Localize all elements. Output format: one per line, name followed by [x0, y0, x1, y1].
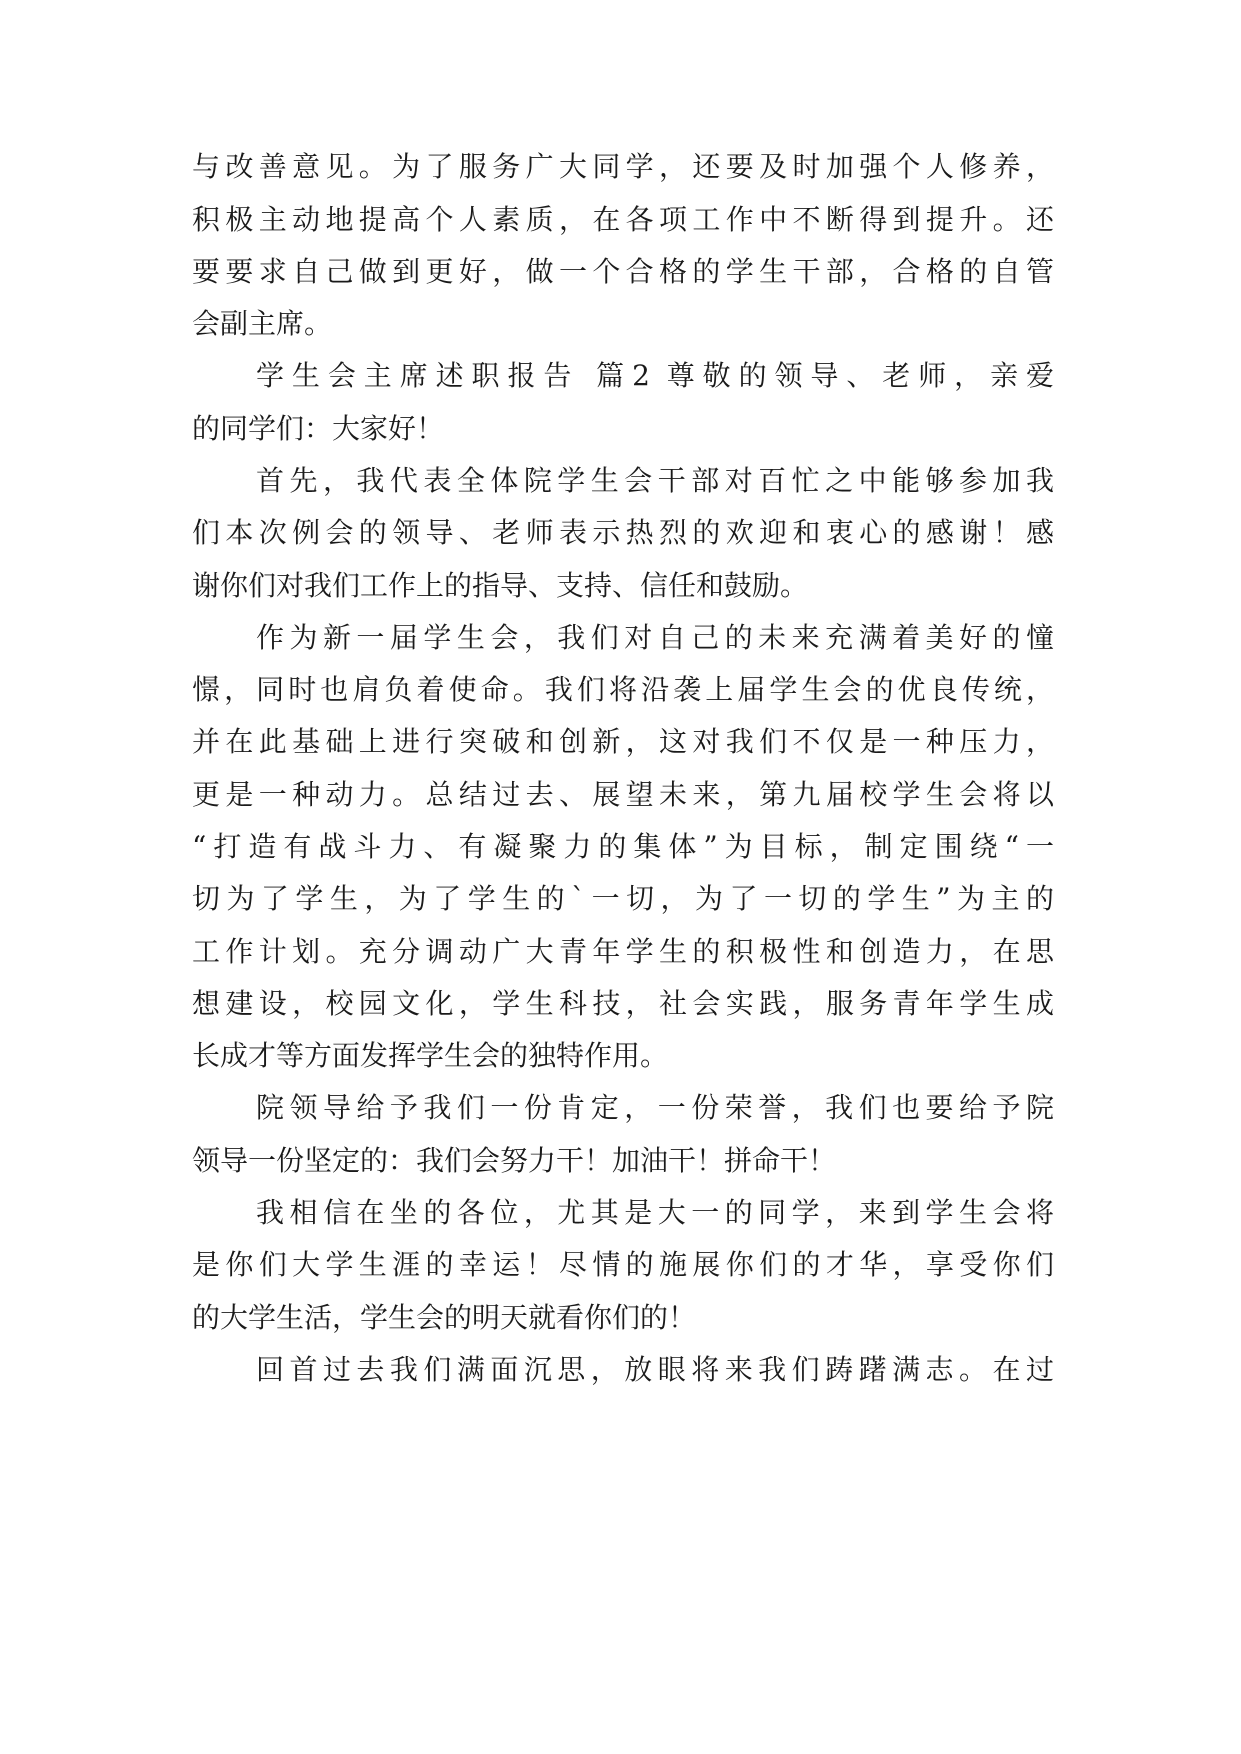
text-line: 更是一种动力。总结过去、展望未来，第九届校学生会将以: [192, 778, 1054, 811]
text-line: 长成才等方面发挥学生会的独特作用。: [192, 1039, 669, 1072]
paragraph-start-line: 作为新一届学生会，我们对自己的未来充满着美好的憧: [256, 621, 1054, 654]
section-heading-line: 学生会主席述职报告 篇2 尊敬的领导、老师，亲爱: [256, 359, 1054, 392]
text-line: 要要求自己做到更好，做一个合格的学生干部，合格的自管: [192, 255, 1054, 288]
text-line: 们本次例会的领导、老师表示热烈的欢迎和衷心的感谢！感: [192, 516, 1054, 549]
text-line: 是你们大学生涯的幸运！尽情的施展你们的才华，享受你们: [192, 1248, 1054, 1281]
paragraph-start-line: 院领导给予我们一份肯定，一份荣誉，我们也要给予院: [256, 1091, 1054, 1124]
paragraph-start-line: 我相信在坐的各位，尤其是大一的同学，来到学生会将: [256, 1196, 1054, 1229]
text-line: 领导一份坚定的：我们会努力干！加油干！拼命干！: [192, 1144, 837, 1177]
text-line: 并在此基础上进行突破和创新，这对我们不仅是一种压力，: [192, 725, 1054, 758]
paragraph-start-line: 首先，我代表全体院学生会干部对百忙之中能够参加我: [256, 464, 1054, 497]
text-line: 憬，同时也肩负着使命。我们将沿袭上届学生会的优良传统，: [192, 673, 1054, 706]
text-line: 工作计划。充分调动广大青年学生的积极性和创造力，在思: [192, 935, 1054, 968]
paragraph-start-line: 回首过去我们满面沉思，放眼将来我们踌躇满志。在过: [256, 1353, 1054, 1386]
text-line: 的同学们：大家好！: [192, 412, 445, 445]
text-line: 谢你们对我们工作上的指导、支持、信任和鼓励。: [192, 569, 809, 602]
text-line: 想建设，校园文化，学生科技，社会实践，服务青年学生成: [192, 987, 1054, 1020]
text-line: 的大学生活，学生会的明天就看你们的！: [192, 1301, 697, 1334]
text-line: 与改善意见。为了服务广大同学，还要及时加强个人修养，: [192, 150, 1054, 183]
text-line: 积极主动地提高个人素质，在各项工作中不断得到提升。还: [192, 203, 1054, 236]
text-line: 切为了学生，为了学生的`一切，为了一切的学生”为主的: [192, 882, 1054, 915]
text-line: 会副主席。: [192, 307, 333, 340]
text-line: “打造有战斗力、有凝聚力的集体”为目标，制定围绕“一: [192, 830, 1054, 863]
